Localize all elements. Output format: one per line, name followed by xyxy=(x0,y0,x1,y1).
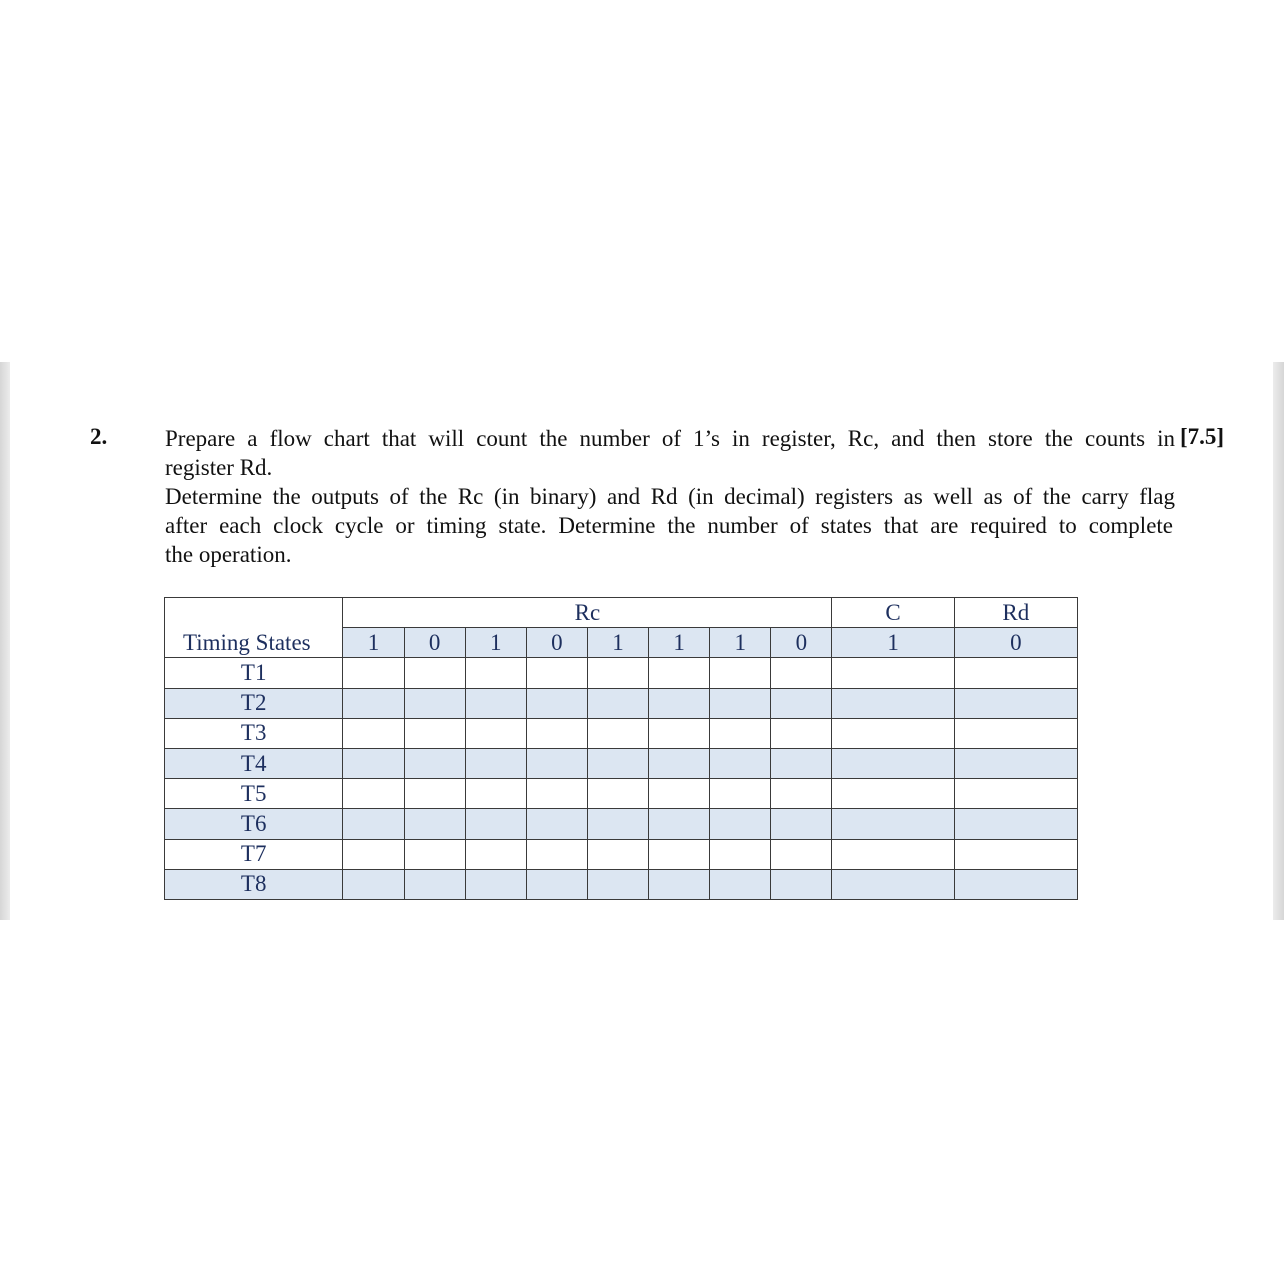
rc-bit-cell: 1 xyxy=(343,628,404,658)
header-blank-cell xyxy=(165,598,343,628)
rc-bit-cell xyxy=(587,809,648,839)
rc-bit-cell xyxy=(771,869,832,899)
rc-bit-cell xyxy=(404,839,465,869)
timing-states-label: Timing States xyxy=(165,628,343,658)
rc-bit-cell xyxy=(771,688,832,718)
rd-value-cell xyxy=(954,839,1077,869)
rc-bit-cell xyxy=(404,688,465,718)
carry-flag-cell xyxy=(832,718,954,748)
page-edge-right xyxy=(1273,362,1284,920)
rc-bit-cell xyxy=(771,839,832,869)
timing-state-label: T8 xyxy=(165,869,343,899)
rc-bit-cell xyxy=(465,809,526,839)
rc-bit-cell xyxy=(587,779,648,809)
question-text-line: Prepare a flow chart that will count the number of 1’s in register, Rc, and then store the counts in xyxy=(165,426,1175,451)
rc-bit-cell xyxy=(587,839,648,869)
rc-bit-cell xyxy=(710,839,771,869)
rc-bit-cell: 0 xyxy=(404,628,465,658)
question-text xyxy=(165,424,1175,569)
header-row xyxy=(165,598,1078,628)
carry-flag-cell xyxy=(832,779,954,809)
rc-bit-cell xyxy=(465,688,526,718)
carry-flag-cell xyxy=(832,658,954,688)
rc-bit-cell xyxy=(710,809,771,839)
rc-bit-cell xyxy=(526,718,587,748)
rc-bit-cell xyxy=(587,688,648,718)
question-text-line: Determine the outputs of the Rc (in binary) and Rd (in decimal) registers as well as of the carry flag xyxy=(165,484,1175,509)
rc-bit-cell xyxy=(404,748,465,778)
rc-bit-cell xyxy=(649,748,710,778)
question-points: [7.5] xyxy=(1180,424,1225,449)
rc-bit-cell: 0 xyxy=(771,628,832,658)
rc-bit-cell xyxy=(649,718,710,748)
timing-state-label: T3 xyxy=(165,718,343,748)
rc-bit-cell xyxy=(343,718,404,748)
rc-bit-cell xyxy=(710,718,771,748)
rc-bit-cell xyxy=(710,748,771,778)
rc-bit-cell xyxy=(649,688,710,718)
carry-flag-cell xyxy=(832,839,954,869)
rc-bit-cell xyxy=(710,658,771,688)
rc-bit-cell: 0 xyxy=(526,628,587,658)
rc-bit-cell xyxy=(587,658,648,688)
rc-bit-cell xyxy=(465,748,526,778)
carry-flag-cell xyxy=(832,748,954,778)
carry-flag-cell xyxy=(832,688,954,718)
rc-bit-cell xyxy=(465,869,526,899)
rc-bit-cell xyxy=(343,748,404,778)
rc-bit-cell xyxy=(404,809,465,839)
timing-state-label: T6 xyxy=(165,809,343,839)
rc-bit-cell xyxy=(649,869,710,899)
rd-value-cell xyxy=(954,779,1077,809)
rc-bit-cell xyxy=(465,658,526,688)
rc-bit-cell xyxy=(649,809,710,839)
timing-state-row xyxy=(165,779,1078,809)
rc-bit-cell xyxy=(526,688,587,718)
timing-state-row xyxy=(165,809,1078,839)
rc-header: Rc xyxy=(343,598,832,628)
timing-state-row xyxy=(165,658,1078,688)
timing-table xyxy=(164,597,1078,900)
rc-bit-cell xyxy=(343,779,404,809)
rc-bit-cell xyxy=(343,688,404,718)
rc-bit-cell xyxy=(771,779,832,809)
rc-bit-cell xyxy=(526,839,587,869)
rc-bit-cell xyxy=(771,748,832,778)
rd-value-cell xyxy=(954,748,1077,778)
timing-state-row xyxy=(165,869,1078,899)
rc-bit-cell xyxy=(649,779,710,809)
timing-state-label: T1 xyxy=(165,658,343,688)
rc-bit-cell xyxy=(526,658,587,688)
rc-bit-cell xyxy=(710,869,771,899)
rc-bit-cell: 1 xyxy=(649,628,710,658)
rc-bit-cell xyxy=(465,839,526,869)
rc-bit-cell xyxy=(404,718,465,748)
rd-value-cell xyxy=(954,869,1077,899)
timing-state-label: T7 xyxy=(165,839,343,869)
rc-bit-cell xyxy=(526,779,587,809)
rd-value-cell xyxy=(954,718,1077,748)
rc-bit-cell xyxy=(465,779,526,809)
carry-flag-cell xyxy=(832,809,954,839)
rc-bit-cell xyxy=(710,779,771,809)
rc-bit-cell xyxy=(526,748,587,778)
question-text-line: register Rd. xyxy=(165,455,273,480)
rc-bit-cell xyxy=(587,748,648,778)
rc-bit-cell xyxy=(465,718,526,748)
question-text-line: after each clock cycle or timing state. Determine the number of states that are required to complete xyxy=(165,513,1173,538)
rc-bit-cell xyxy=(649,658,710,688)
rd-value-cell: 0 xyxy=(954,628,1077,658)
timing-state-label: T2 xyxy=(165,688,343,718)
rc-bit-cell xyxy=(526,869,587,899)
carry-flag-cell xyxy=(832,869,954,899)
rc-bit-cell: 1 xyxy=(710,628,771,658)
initial-values-row xyxy=(165,628,1078,658)
timing-state-label: T4 xyxy=(165,748,343,778)
rc-bit-cell xyxy=(343,658,404,688)
c-header: C xyxy=(832,598,954,628)
timing-state-row xyxy=(165,688,1078,718)
question-number: 2. xyxy=(90,424,108,449)
page-edge-left xyxy=(0,362,10,920)
rc-bit-cell xyxy=(404,869,465,899)
rd-value-cell xyxy=(954,688,1077,718)
rc-bit-cell: 1 xyxy=(587,628,648,658)
rc-bit-cell xyxy=(343,869,404,899)
rc-bit-cell xyxy=(404,779,465,809)
rd-value-cell xyxy=(954,658,1077,688)
rc-bit-cell xyxy=(771,718,832,748)
rc-bit-cell xyxy=(526,809,587,839)
rc-bit-cell xyxy=(649,839,710,869)
rc-bit-cell: 1 xyxy=(465,628,526,658)
rc-bit-cell xyxy=(710,688,771,718)
rc-bit-cell xyxy=(343,839,404,869)
rc-bit-cell xyxy=(404,658,465,688)
rd-value-cell xyxy=(954,809,1077,839)
rc-bit-cell xyxy=(587,718,648,748)
timing-state-row xyxy=(165,748,1078,778)
rc-bit-cell xyxy=(771,658,832,688)
carry-flag-cell: 1 xyxy=(832,628,954,658)
timing-state-label: T5 xyxy=(165,779,343,809)
rd-header: Rd xyxy=(954,598,1077,628)
rc-bit-cell xyxy=(771,809,832,839)
timing-state-row xyxy=(165,839,1078,869)
rc-bit-cell xyxy=(343,809,404,839)
timing-state-row xyxy=(165,718,1078,748)
question-text-line: the operation. xyxy=(165,542,292,567)
rc-bit-cell xyxy=(587,869,648,899)
